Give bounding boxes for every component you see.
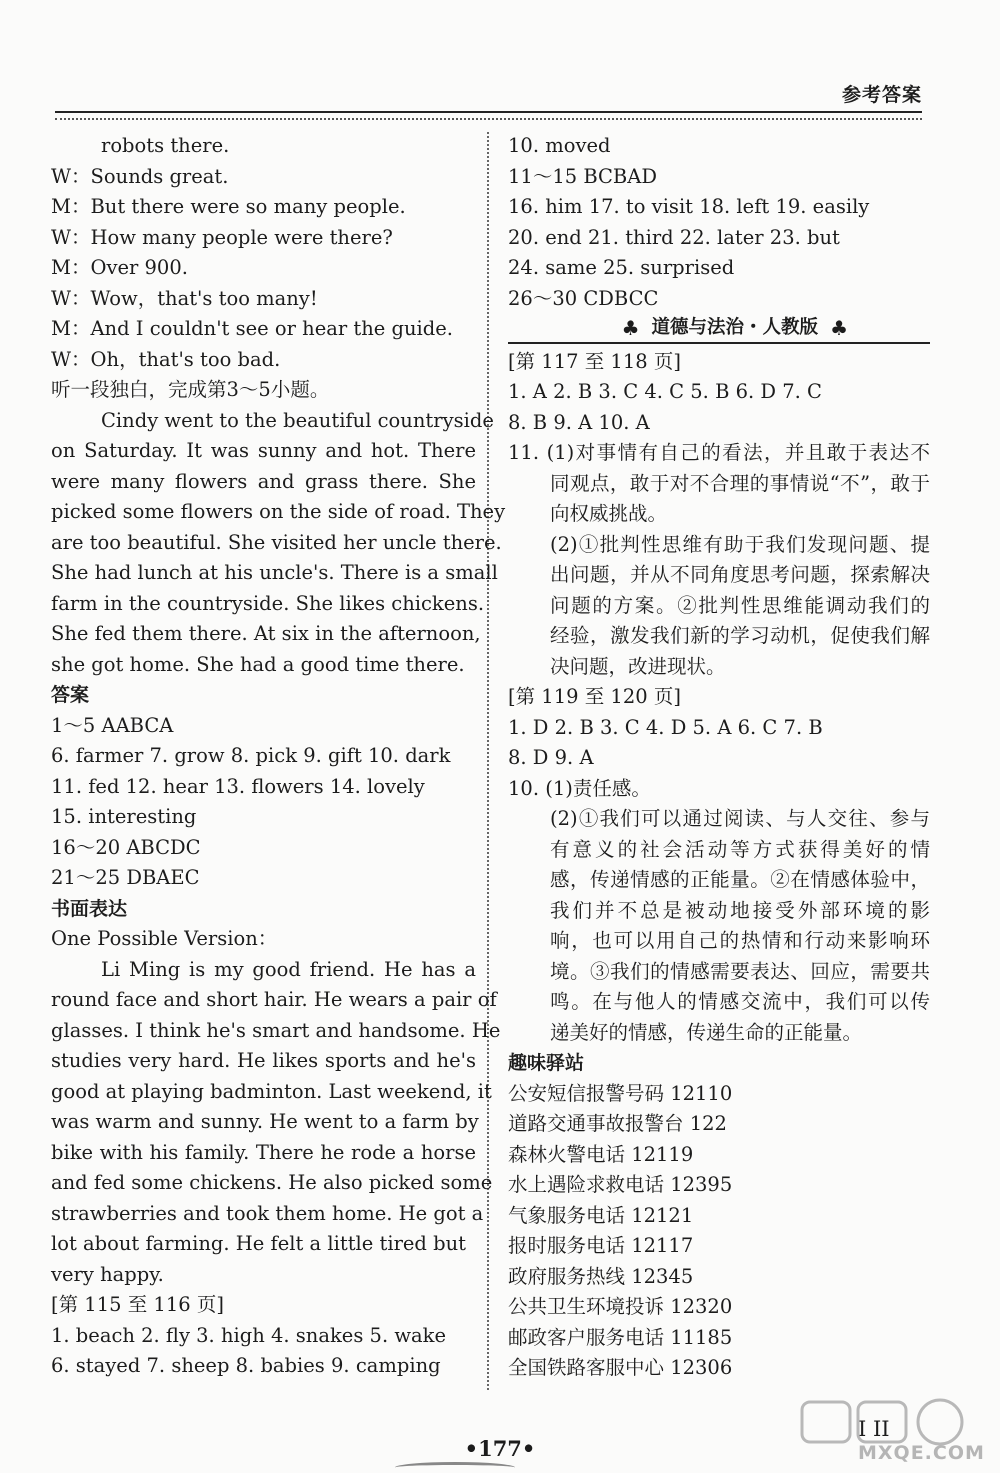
- right-column-line: 递美好的情感，传递生命的正能量。: [550, 1020, 863, 1044]
- left-column-line: M：And I couldn't see or hear the guide.: [51, 317, 454, 340]
- left-column-line: M：But there were so many people.: [51, 195, 406, 218]
- left-column-line: Li Ming is my good friend. He has a: [101, 957, 476, 981]
- right-column-heading: 趣味驿站: [508, 1052, 585, 1074]
- right-column-line: 气象服务电话 12121: [508, 1203, 694, 1227]
- right-column-line: 鸣。在与他人的情感交流中，我们可以传: [550, 990, 930, 1013]
- left-column-line: are too beautiful. She visited her uncle there.: [51, 530, 502, 554]
- left-column-heading: 书面表达: [51, 897, 128, 920]
- left-column-line: on Saturday. It was sunny and hot. There: [51, 439, 476, 462]
- watermark-url: MXQE.COM: [858, 1442, 985, 1464]
- page-number: •177•: [464, 1436, 536, 1461]
- right-column-line: (2)①我们可以通过阅读、与人交往、参与: [550, 807, 930, 830]
- left-column-line: W：How many people were there?: [51, 225, 393, 249]
- right-column-line: 有意义的社会活动等方式获得美好的情: [550, 837, 930, 861]
- right-column-line: 1. A 2. B 3. C 4. C 5. B 6. D 7. C: [508, 380, 822, 403]
- left-column-line: [第 115 至 116 页]: [51, 1293, 224, 1316]
- right-column-line: 10. moved: [508, 134, 611, 157]
- right-column-line: 10. (1)责任感。: [508, 776, 651, 800]
- left-column: [51, 131, 506, 1382]
- right-column-line: 响，也可以用自己的热情和行动来影响环: [550, 929, 930, 952]
- english-answers-continued: [508, 131, 930, 314]
- right-column-line: 同观点，敢于对不合理的事情说“不”，敢于: [550, 471, 930, 495]
- right-column-line: 全国铁路客服中心 12306: [508, 1356, 733, 1379]
- left-column-line: was warm and sunny. He went to a farm by: [51, 1110, 479, 1133]
- right-column-line: 20. end 21. third 22. later 23. but: [508, 225, 840, 249]
- left-column-line: 听一段独白，完成第3～5小题。: [51, 378, 330, 401]
- right-column-line: 公共卫生环境投诉 12320: [508, 1295, 733, 1318]
- right-column-line: 8. B 9. A 10. A: [508, 410, 650, 434]
- left-column-line: were many flowers and grass there. She: [51, 469, 476, 493]
- club-icon: ♣: [621, 315, 640, 340]
- right-column-line: 8. D 9. A: [508, 746, 594, 769]
- left-column-line: very happy.: [51, 1262, 164, 1286]
- right-column-line: 1. D 2. B 3. C 4. D 5. A 6. C 7. B: [508, 715, 823, 739]
- left-column-line: M：Over 900.: [51, 256, 188, 279]
- left-column-line: farm in the countryside. She likes chickens.: [51, 591, 485, 615]
- left-column-line: robots there.: [101, 134, 230, 157]
- left-column-line: 15. interesting: [51, 805, 197, 828]
- right-column-line: 森林火警电话 12119: [508, 1142, 694, 1166]
- right-column-line: 我们并不总是被动地接受外部环境的影: [550, 898, 930, 922]
- subject-heading: [508, 314, 930, 344]
- left-column-line: glasses. I think he's smart and handsome. He: [51, 1018, 501, 1042]
- right-column-line: 出问题，并从不同角度思考问题，探索解决: [550, 563, 930, 586]
- right-column-line: 道路交通事故报警台 122: [508, 1112, 727, 1135]
- right-column-line: [第 119 至 120 页]: [508, 685, 681, 708]
- right-column: [508, 131, 930, 1384]
- club-icon: ♣: [830, 315, 848, 340]
- left-column-line: She fed them there. At six in the afternoon,: [51, 622, 481, 645]
- left-column-line: good at playing badminton. Last weekend, it: [51, 1079, 492, 1103]
- left-column-line: W：Sounds great.: [51, 164, 229, 188]
- right-column-line: [第 117 至 118 页]: [508, 349, 681, 373]
- left-column-line: W：Wow，that's too many!: [51, 286, 318, 310]
- right-column-line: 24. same 25. surprised: [508, 256, 735, 279]
- left-column-line: Cindy went to the beautiful countryside: [101, 408, 494, 432]
- morality-law-answers: [508, 347, 930, 1384]
- right-column-line: 16. him 17. to visit 18. left 19. easily: [508, 195, 870, 218]
- left-column-line: One Possible Version：: [51, 927, 278, 950]
- right-column-line: 26～30 CDBCC: [508, 286, 659, 310]
- watermark-logo: [800, 1398, 985, 1472]
- left-column-line: 16～20 ABCDC: [51, 835, 201, 859]
- right-column-line: 决问题，改进现状。: [550, 654, 726, 678]
- left-column-line: 6. stayed 7. sheep 8. babies 9. camping: [51, 1354, 441, 1377]
- left-column-line: picked some flowers on the side of road. They: [51, 500, 506, 523]
- left-column-line: She had lunch at his uncle's. There is a small: [51, 561, 498, 584]
- right-column-line: 向权威挑战。: [550, 502, 668, 525]
- header-dotted-rule: [55, 118, 922, 120]
- page-curve: [395, 1462, 515, 1473]
- right-column-line: 经验，激发我们新的学习动机，促使我们解: [550, 624, 930, 647]
- left-column-line: 6. farmer 7. grow 8. pick 9. gift 10. dark: [51, 744, 451, 767]
- left-column-line: and fed some chickens. He also picked some: [51, 1171, 493, 1194]
- right-column-line: 政府服务热线 12345: [508, 1264, 694, 1288]
- left-column-line: 21～25 DBAEC: [51, 866, 200, 889]
- right-column-line: 邮政客户服务电话 11185: [508, 1325, 733, 1349]
- column-divider: [487, 132, 489, 1390]
- right-column-line: 问题的方案。②批判性思维能调动我们的: [550, 593, 930, 617]
- left-column-line: 1. beach 2. fly 3. high 4. snakes 5. wake: [51, 1323, 447, 1347]
- right-column-line: 11. (1)对事情有自己的看法，并且敢于表达不: [508, 441, 930, 464]
- corner-mark: I II: [858, 1417, 890, 1441]
- right-column-line: 11～15 BCBAD: [508, 164, 657, 188]
- left-column-line: lot about farming. He felt a little tired but: [51, 1232, 466, 1255]
- right-column-line: 报时服务电话 12117: [508, 1234, 694, 1257]
- section-title: 参考答案: [841, 84, 922, 106]
- left-column-heading: 答案: [51, 684, 90, 706]
- left-column-line: round face and short hair. He wears a pair of: [51, 988, 497, 1011]
- header-rule: [55, 111, 922, 113]
- left-column-line: 11. fed 12. hear 13. flowers 14. lovely: [51, 774, 425, 798]
- right-column-line: 水上遇险求救电话 12395: [508, 1173, 733, 1196]
- subject-title: 道德与法治・人教版: [651, 316, 819, 338]
- right-column-line: 境。③我们的情感需要表达、回应，需要共: [550, 959, 930, 983]
- left-column-line: she got home. She had a good time there.: [51, 652, 465, 676]
- right-column-line: (2)①批判性思维有助于我们发现问题、提: [550, 532, 930, 556]
- right-column-line: 公安短信报警号码 12110: [508, 1081, 733, 1105]
- right-column-line: 感，传递情感的正能量。②在情感体验中，: [550, 868, 930, 891]
- left-column-line: strawberries and took them home. He got a: [51, 1201, 484, 1225]
- left-column-line: W：Oh，that's too bad.: [51, 347, 281, 371]
- left-column-line: 1～5 AABCA: [51, 713, 174, 737]
- left-column-line: bike with his family. There he rode a horse: [51, 1140, 476, 1164]
- left-column-line: studies very hard. He likes sports and he's: [51, 1049, 476, 1072]
